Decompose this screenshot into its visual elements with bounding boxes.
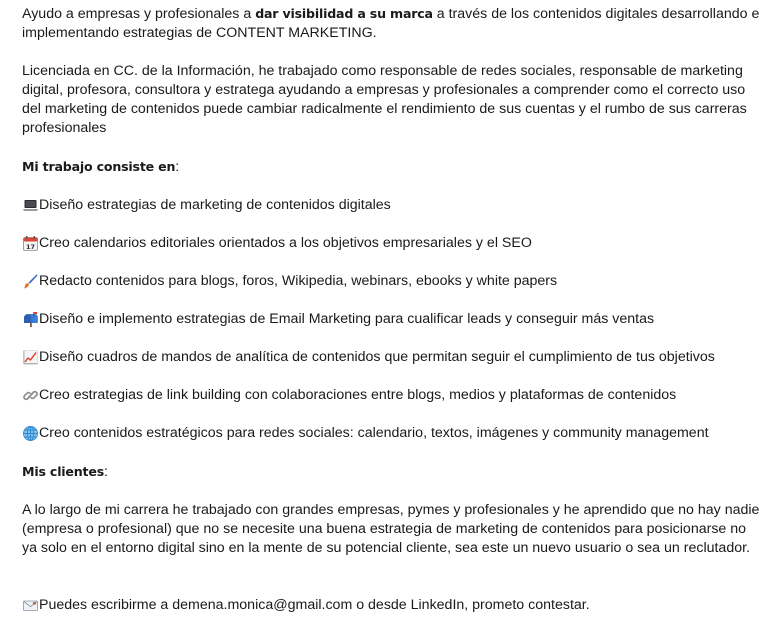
work-item-content-writing [22,272,762,291]
envelope-icon [22,597,39,614]
globe-icon [22,425,39,442]
work-item-text: Diseño estrategias de marketing de contenidos digitales [39,197,391,213]
work-item-text: Creo estrategias de link building con colaboraciones entre blogs, medios y plataformas de contenidos [39,387,677,403]
work-item-text: Creo calendarios editoriales orientados a los objetivos empresariales y el SEO [39,235,532,251]
work-item-content-strategy [22,196,762,215]
work-item-text: Redacto contenidos para blogs, foros, Wikipedia, webinars, ebooks y white papers [39,273,558,289]
intro-text-end: a través de los contenidos digitales desarrollando e implementando estrategias de CONTENT MARKETING. [22,6,760,41]
work-item-text: Creo contenidos estratégicos para redes sociales: calendario, textos, imágenes y community management [39,425,709,441]
paintbrush-icon [22,273,39,290]
work-item-analytics-dashboards [22,348,762,367]
work-item-email-marketing [22,310,762,329]
laptop-icon [22,197,39,214]
intro-bold-phrase: dar visibilidad a su marca [255,6,433,21]
clients-heading-colon: : [104,464,108,480]
blank-line [22,577,762,596]
bio-paragraph: Licenciada en CC. de la Información, he trabajado como responsable de redes sociales, responsable de marketing digital, profesora, consultora y estratega ayudando a empresas y profesionales a comprender como el correcto uso del marketing de contenidos puede cambiar radicalmente el rendimiento de sus cuentas y el rumbo de sus carreras profesionales [22,63,747,136]
work-item-editorial-calendars [22,234,762,253]
mailbox-icon [22,311,39,328]
work-item-text: Diseño e implemento estrategias de Email Marketing para cualificar leads y conseguir más ventas [39,311,655,327]
svg-text:17: 17 [25,242,36,251]
work-heading-label: Mi trabajo consiste en [22,159,176,174]
contact-text: Puedes escribirme a demena.monica@gmail.com o desde LinkedIn, prometo contestar. [39,597,590,613]
work-item-text: Diseño cuadros de mandos de analítica de contenidos que permitan seguir el cumplimiento de tus objetivos [39,349,715,365]
intro-text-start: Ayudo a empresas y profesionales a [22,6,256,22]
clients-paragraph: A lo largo de mi carrera he trabajado con grandes empresas, pymes y profesionales y he aprendido que no hay nadie (empresa o profesional) que no se necesite una buena estrategia de marketing de contenidos para posicionarse no ya solo en el entorno digital sino en la mente de su potencial cliente, sea este un nuevo usuario o sea un reclutador. [22,502,760,556]
clients-heading-label: Mis clientes [22,464,104,479]
work-item-link-building [22,386,762,405]
work-heading-colon: : [175,159,180,175]
work-heading [22,157,762,177]
clients-heading [22,462,762,482]
contact-line [22,596,762,615]
chart-increasing-icon [22,349,39,366]
work-item-social-media [22,424,762,443]
calendar-icon [22,235,39,252]
intro-paragraph [22,4,762,43]
profile-about-section [22,4,762,634]
link-icon [22,387,39,404]
